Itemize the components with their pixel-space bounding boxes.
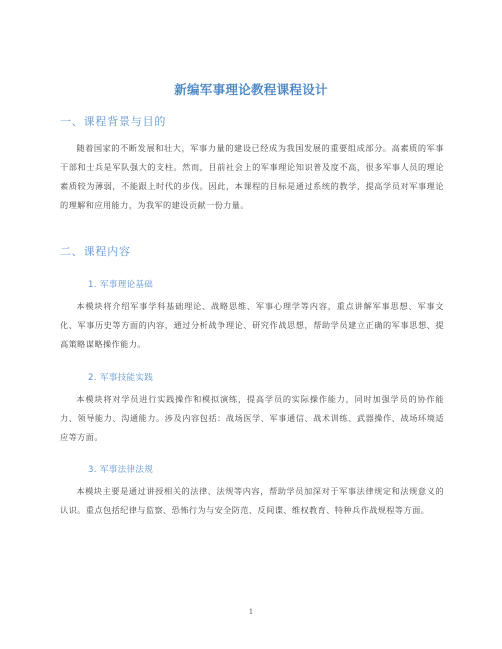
section-heading-content: 二、课程内容 <box>60 245 131 258</box>
section-heading-background: 一、课程背景与目的 <box>60 115 167 128</box>
subsection-heading-skills: 2. 军事技能实践 <box>88 373 154 383</box>
page-number: 1 <box>248 608 254 616</box>
paragraph-background: 随着国家的不断发展和壮大，军事力量的建设已经成为我国发展的重要组成部分。高素质的军事干部和士兵是军队强大的支柱。然而，目前社会上的军事理论知识普及度不高，很多军事人员的理论素质较为薄弱，不能跟上时代的步伐。因此，本课程的目标是通过系统的教学，提高学员对军事理论的理解和应用能力，为我军的建设贡献一份力量。 <box>60 143 444 210</box>
subsection-heading-law: 3. 军事法律法规 <box>88 465 154 475</box>
subsection-heading-theory: 1. 军事理论基础 <box>88 280 154 290</box>
paragraph-theory: 本模块将介绍军事学科基础理论、战略思维、军事心理学等内容，重点讲解军事思想、军事文化、军事历史等方面的内容，通过分析战争理论、研究作战思想，帮助学员建立正确的军事思想、提高策略谋略操作能力。 <box>60 301 444 349</box>
paragraph-law: 本模块主要是通过讲授相关的法律、法规等内容，帮助学员加深对于军事法律规定和法规意义的认识。重点包括纪律与监察、恐怖行为与安全防范、反间谍、维权教育、特种兵作战规程等方面。 <box>60 486 444 515</box>
paragraph-skills: 本模块将对学员进行实践操作和模拟演练，提高学员的实际操作能力，同时加强学员的协作能力、领导能力、沟通能力。涉及内容包括：战场医学、军事通信、战术训练、武器操作、战场环境适应等方面。 <box>60 394 444 442</box>
document-title: 新编军事理论教程课程设计 <box>174 82 328 97</box>
